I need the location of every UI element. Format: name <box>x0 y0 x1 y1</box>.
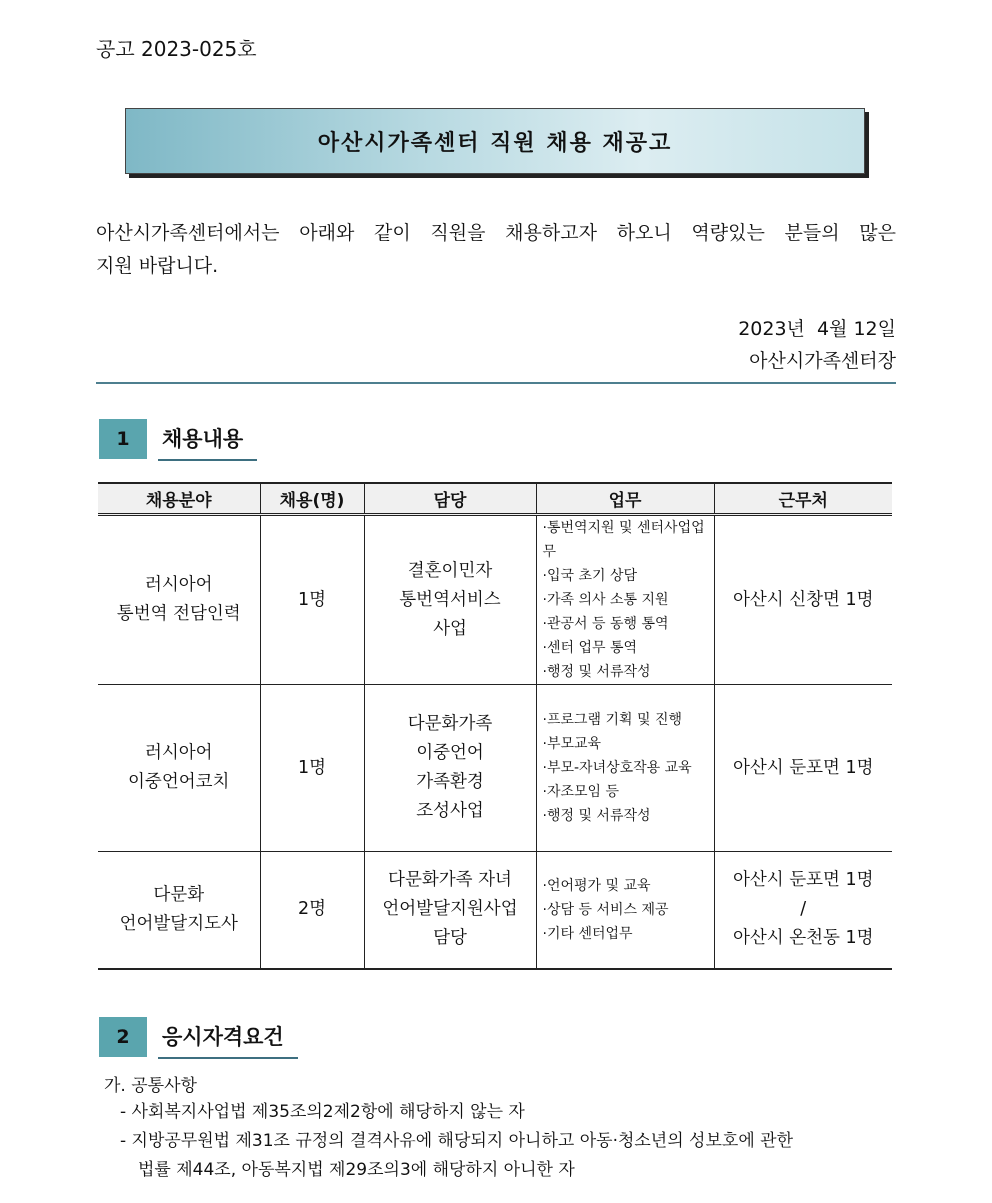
header-field: 채용분야 <box>98 483 260 515</box>
cell-workplace: 아산시 신창면 1명 <box>714 515 892 685</box>
cell-count: 1명 <box>260 515 364 685</box>
section-1-title: 채용내용 <box>158 423 257 461</box>
cell-field: 러시아어 이중언어코치 <box>98 685 260 852</box>
header-workplace: 근무처 <box>714 483 892 515</box>
requirement-item-continued: 법률 제44조, 아동복지법 제29조의3에 해당하지 아니한 자 <box>138 1160 575 1180</box>
cell-count: 1명 <box>260 685 364 852</box>
document-title-text: 아산시가족센터 직원 채용 재공고 <box>317 130 673 156</box>
document-title <box>125 108 865 174</box>
section-1-number: 1 <box>99 419 147 459</box>
intro-line-2: 지원 바랍니다. <box>96 255 219 277</box>
header-count: 채용(명) <box>260 483 364 515</box>
intro-paragraph <box>96 217 896 283</box>
intro-line-1: 아산시가족센터에서는 아래와 같이 직원을 채용하고자 하오니 역량있는 분들의 많은 <box>96 222 896 244</box>
cell-charge: 결혼이민자 통번역서비스 사업 <box>364 515 536 685</box>
header-charge: 담당 <box>364 483 536 515</box>
cell-workplace: 아산시 둔포면 1명 <box>714 685 892 852</box>
cell-duties: ·프로그램 기획 및 진행 ·부모교육 ·부모-자녀상호작용 교육 ·자조모임 등 ·행정 및 서류작성 <box>536 685 714 852</box>
announcement-date: 2023년 4월 12일 <box>738 318 896 340</box>
table-row <box>98 852 892 969</box>
notice-number: 공고 2023-025호 <box>96 37 257 61</box>
section-2-title: 응시자격요건 <box>158 1021 298 1059</box>
divider <box>96 382 896 384</box>
cell-duties: ·언어평가 및 교육 ·상담 등 서비스 제공 ·기타 센터업무 <box>536 852 714 969</box>
table-header-row <box>98 483 892 515</box>
signer: 아산시가족센터장 <box>749 350 896 372</box>
cell-field: 러시아어 통번역 전담인력 <box>98 515 260 685</box>
requirement-item: - 사회복지사업법 제35조의2제2항에 해당하지 않는 자 <box>120 1102 525 1122</box>
table-row <box>98 685 892 852</box>
requirement-item: - 지방공무원법 제31조 규정의 결격사유에 해당되지 아니하고 아동·청소년의 성보호에 관한 <box>120 1131 793 1151</box>
cell-charge: 다문화가족 자녀 언어발달지원사업 담당 <box>364 852 536 969</box>
recruitment-table <box>98 482 892 970</box>
cell-duties: ·통번역지원 및 센터사업업무 ·입국 초기 상담 ·가족 의사 소통 지원 ·관공서 등 동행 통역 ·센터 업무 통역 ·행정 및 서류작성 <box>536 515 714 685</box>
cell-count: 2명 <box>260 852 364 969</box>
table-row <box>98 515 892 685</box>
section-2-number: 2 <box>99 1017 147 1057</box>
cell-field: 다문화 언어발달지도사 <box>98 852 260 969</box>
cell-workplace: 아산시 둔포면 1명 / 아산시 온천동 1명 <box>714 852 892 969</box>
cell-charge: 다문화가족 이중언어 가족환경 조성사업 <box>364 685 536 852</box>
header-duties: 업무 <box>536 483 714 515</box>
requirements-subhead: 가. 공통사항 <box>104 1076 197 1096</box>
